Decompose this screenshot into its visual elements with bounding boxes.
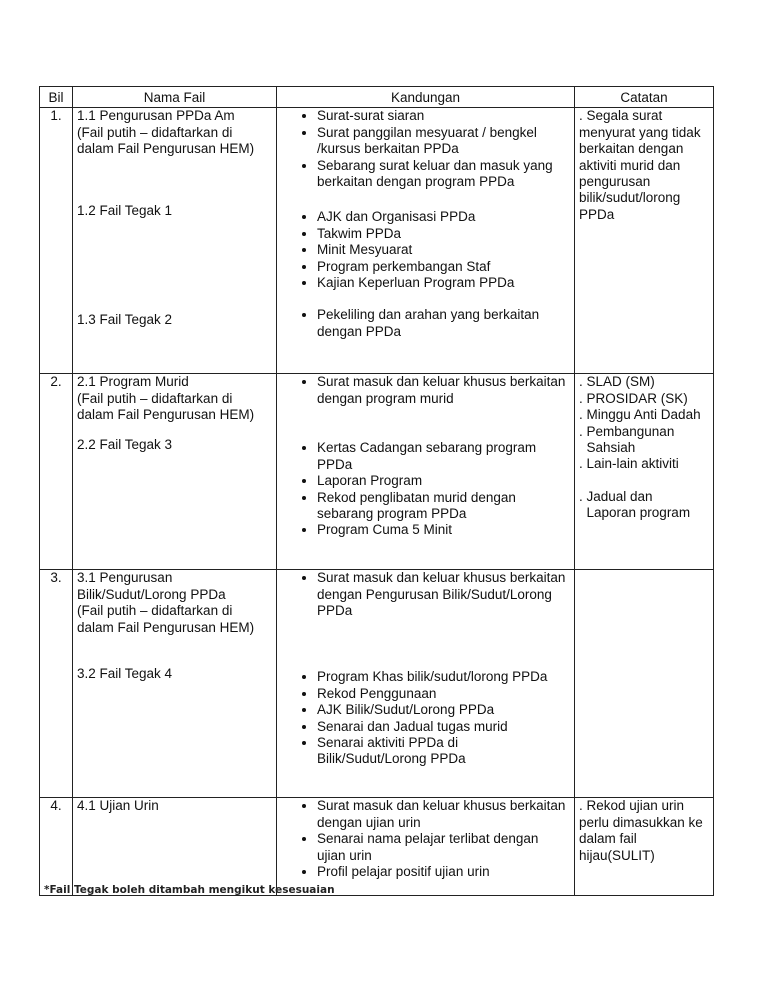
list-item: • Rekod penglibatan murid dengan sebarang program PPDa (317, 490, 570, 523)
row-number: 3. (40, 570, 73, 798)
catatan-line: aktiviti murid dan (579, 157, 681, 173)
table-row (40, 374, 714, 570)
header-bil: Bil (40, 87, 73, 108)
catatan-line: perlu dimasukkan ke (579, 814, 703, 830)
row-number: 4. (40, 798, 73, 896)
row-number: 1. (40, 108, 73, 374)
nama-line: (Fail putih – didaftarkan di (77, 390, 233, 406)
table-header-row (40, 87, 714, 108)
nama-section (77, 203, 272, 312)
list-item: • Senarai dan Jadual tugas murid (317, 719, 570, 735)
nama-section (77, 666, 272, 682)
catatan-line: menyurat yang tidak (579, 124, 701, 140)
nama-section (77, 374, 272, 437)
nama-section (77, 570, 272, 666)
nama-line: dalam Fail Pengurusan HEM) (77, 619, 255, 635)
list-item: • Laporan Program (317, 473, 570, 489)
catatan-cell (575, 108, 714, 374)
content-list (281, 108, 570, 209)
kandungan-cell (277, 570, 575, 798)
catatan-line: . Jadual dan (579, 488, 653, 504)
catatan-line (579, 473, 709, 489)
list-item: • Program perkembangan Staf (317, 259, 570, 275)
list-item: • Takwim PPDa (317, 226, 570, 242)
nama-line: 1.2 Fail Tegak 1 (77, 203, 173, 219)
content-list (281, 374, 570, 440)
nama-line: 3.1 Pengurusan (77, 570, 173, 586)
table-row (40, 570, 714, 798)
nama-line: (Fail putih – didaftarkan di (77, 603, 233, 619)
nama-line: (Fail putih – didaftarkan di (77, 124, 233, 140)
catatan-cell (575, 570, 714, 798)
catatan-line: . Minggu Anti Dadah (579, 407, 701, 423)
list-item: • Kertas Cadangan sebarang program PPDa (317, 440, 570, 473)
kandungan-cell (277, 374, 575, 570)
catatan-line: . Rekod ujian urin (579, 798, 685, 814)
catatan-line: . Pembangunan (579, 423, 675, 439)
nama-line: 1.1 Pengurusan PPDa Am (77, 108, 235, 124)
catatan-line: pengurusan (579, 174, 651, 190)
catatan-line: berkaitan dengan (579, 141, 684, 157)
list-item: • Program Khas bilik/sudut/lorong PPDa (317, 669, 570, 685)
catatan-line: Laporan program (579, 505, 691, 521)
list-item: • Senarai nama pelajar terlibat dengan ujian urin (317, 831, 570, 864)
list-item: • Pekeliling dan arahan yang berkaitan dengan PPDa (317, 307, 570, 340)
list-item: • Program Cuma 5 Minit (317, 522, 570, 538)
list-item: • Rekod Penggunaan (317, 686, 570, 702)
nama-section (77, 437, 272, 453)
nama-line: 1.3 Fail Tegak 2 (77, 312, 173, 328)
list-item: • Kajian Keperluan Program PPDa (317, 275, 570, 291)
list-item: • Surat panggilan mesyuarat / bengkel /kursus berkaitan PPDa (317, 125, 570, 158)
table-row (40, 798, 714, 896)
catatan-line: Sahsiah (579, 440, 636, 456)
catatan-line: hijau(SULIT) (579, 847, 655, 863)
nama-line: dalam Fail Pengurusan HEM) (77, 407, 255, 423)
table-row (40, 108, 714, 374)
row-number: 2. (40, 374, 73, 570)
nama-section (77, 312, 272, 328)
list-item: • Sebarang surat keluar dan masuk yang berkaitan dengan program PPDa (317, 158, 570, 191)
nama-line: Bilik/Sudut/Lorong PPDa (77, 586, 226, 602)
list-item: • Surat masuk dan keluar khusus berkaitan dengan program murid (317, 374, 570, 407)
content-list (281, 209, 570, 307)
nama-line: 4.1 Ujian Urin (77, 798, 159, 814)
list-item: • Profil pelajar positif ujian urin (317, 864, 570, 880)
list-item: • Surat-surat siaran (317, 108, 570, 124)
content-list (281, 440, 570, 538)
nama-fail-cell (73, 570, 277, 798)
list-item: • Surat masuk dan keluar khusus berkaitan dengan ujian urin (317, 798, 570, 831)
catatan-cell (575, 374, 714, 570)
list-item: • Minit Mesyuarat (317, 242, 570, 258)
catatan-cell (575, 798, 714, 896)
file-table (39, 86, 714, 896)
content-list (281, 570, 570, 669)
catatan-line: . PROSIDAR (SK) (579, 390, 688, 406)
catatan-line: dalam fail (579, 831, 637, 847)
catatan-line: . Segala surat (579, 108, 663, 124)
header-kandungan: Kandungan (277, 87, 575, 108)
content-list (281, 307, 570, 340)
catatan-line: bilik/sudut/lorong (579, 190, 681, 206)
kandungan-cell (277, 798, 575, 896)
catatan-line: . Lain-lain aktiviti (579, 456, 679, 472)
footnote: *Fail Tegak boleh ditambah mengikut kesesuaian (44, 884, 335, 896)
catatan-line: . SLAD (SM) (579, 374, 655, 390)
catatan-line: PPDa (579, 206, 615, 222)
list-item: • Surat masuk dan keluar khusus berkaitan dengan Pengurusan Bilik/Sudut/Lorong PPDa (317, 570, 570, 619)
nama-fail-cell (73, 108, 277, 374)
nama-fail-cell (73, 374, 277, 570)
header-catatan: Catatan (575, 87, 714, 108)
nama-line: 2.2 Fail Tegak 3 (77, 437, 173, 453)
list-item: • AJK dan Organisasi PPDa (317, 209, 570, 225)
nama-fail-cell (73, 798, 277, 896)
list-item: • AJK Bilik/Sudut/Lorong PPDa (317, 702, 570, 718)
header-nama-fail: Nama Fail (73, 87, 277, 108)
list-item: • Senarai aktiviti PPDa di Bilik/Sudut/Lorong PPDa (317, 735, 570, 768)
nama-section (77, 108, 272, 203)
content-list (281, 798, 570, 880)
nama-line: dalam Fail Pengurusan HEM) (77, 141, 255, 157)
kandungan-cell (277, 108, 575, 374)
content-list (281, 669, 570, 767)
nama-line: 2.1 Program Murid (77, 374, 189, 390)
nama-line: 3.2 Fail Tegak 4 (77, 666, 173, 682)
